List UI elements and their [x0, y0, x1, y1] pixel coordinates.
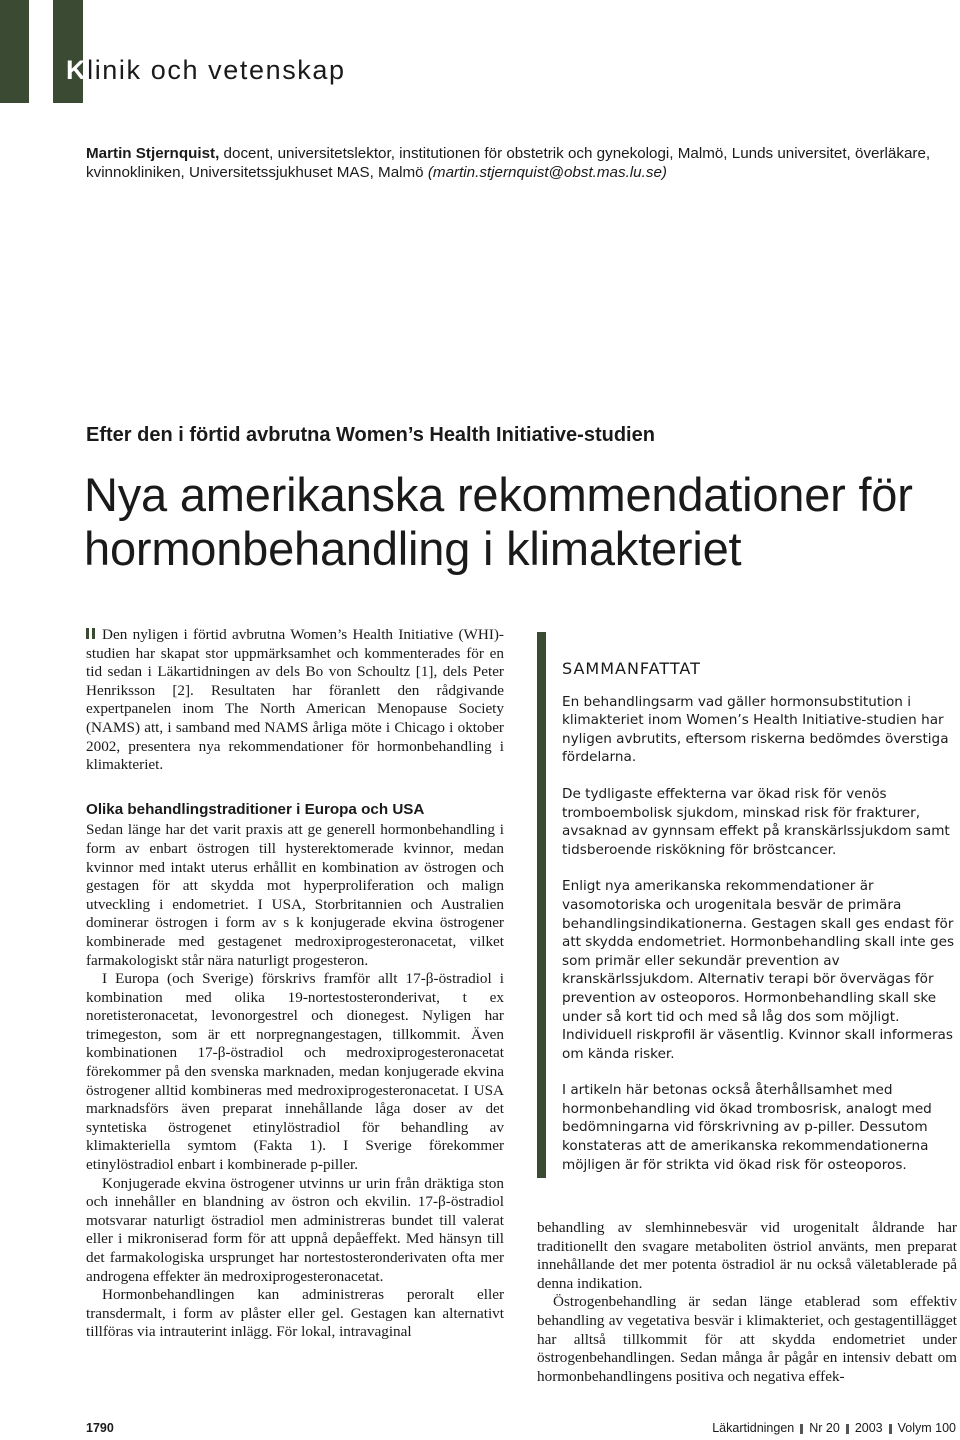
lead-paragraph: [86, 626, 504, 775]
decorative-bar-section: [53, 0, 83, 103]
summary-paragraph: En behandlingsarm vad gäller hormonsubstitution i klimakteriet inom Women’s Health Initiative-studien har nyligen avbrutits, eftersom riskerna bedömdes överstiga fördelarna.: [562, 693, 949, 766]
decorative-bar-left: [0, 0, 29, 103]
lead-text: Den nyligen i förtid avbrutna Women’s Health Initiative (WHI)-studien har skapat stor uppmärksamhet och kommenterades för en tid sedan i Läkartidningen av dels Bo von Schoultz [1], dels Peter Henriksson [2]. Resultaten har föranlett den rådgivande expertpanelen inom The North American Menopause Society (NAMS) att, i samband med NAMS årliga möte i Chicago i oktober 2002, presentera nya rekommendationer för hormonbehandling i klimakteriet.: [86, 626, 504, 774]
page-number: 1790: [86, 1421, 114, 1435]
lead-marker-icon: [86, 628, 95, 639]
body-paragraph: Hormonbehandlingen kan administreras peroralt eller transdermalt, i form av plåster eller gel. Gestagen kan alternativt tillföras via intrauterint inlägg. För lokal, intravaginal: [86, 1286, 504, 1341]
left-column: [86, 626, 504, 1342]
summary-rule: [537, 632, 546, 1178]
body-paragraph: I Europa (och Sverige) förskrivs framför allt 17-β-östradiol i kombination med olika 19-nortestosteronderivat, t ex noretisteronacetat, levonorgestrel och dionegest. Nyligen har trimegeston, som är ett norpregnangestagen, tillkommit. Även kombinationen 17-β-östradiol och medroxiprogesteronacetat förekommer på den svenska marknaden, medan konjugerade ekvina östrogener alltid kombineras med medroxiprogesteronacetat. I USA marknadsförs även preparat innehållande låga doser av det syntetiska östrogenet etinylöstradiol för behandling av klimakteriella symtom (Fakta 1). I Sverige förekommer etinylöstradiol enbart i kombinerade p-piller.: [86, 970, 504, 1174]
journal-volume: Volym 100: [897, 1421, 956, 1435]
summary-paragraph: I artikeln här betonas också återhållsamhet med hormonbehandling vid ökad trombosrisk, analogt med bedömningarna vid förskrivning av p-piller. Dessutom konstateras att de amerikanska rekommendationerna möjligen är för strikta vid ökad risk för osteoporos.: [562, 1082, 932, 1173]
author-affiliation: docent, universitetslektor, institutionen för obstetrik och gynekologi, Malmö, Lunds universitet, överläkare, kvinnokliniken, Universitetssjukhuset MAS, Malmö: [86, 145, 931, 181]
article-headline: Nya amerikanska rekommendationer för hormonbehandling i klimakteriet: [84, 468, 913, 575]
summary-title: SAMMANFATTAT: [562, 659, 701, 678]
summary-paragraph: Enligt nya amerikanska rekommendationer är vasomotoriska och urogenitala besvär de primära behandlingsindikationerna. Gestagen skall ges endast för att skydda endometriet. Hormonbehandling skall inte ges som primär eller sekundär prevention av kranskärlssjukdom. Alternativ terapi bör övervägas för prevention av osteoporos. Hormonbehandling skall ske under så kort tid och med så låg dos som möjligt. Individuell riskprofil är väsentlig. Kvinnor skall informeras om kända risker.: [562, 878, 955, 1062]
section-label: [66, 55, 346, 86]
journal-footer: [712, 1421, 956, 1435]
journal-name: Läkartidningen: [712, 1421, 795, 1435]
journal-year: 2003: [854, 1421, 883, 1435]
journal-issue: Nr 20: [809, 1421, 840, 1435]
body-paragraph: Östrogenbehandling är sedan länge etablerad som effektiv behandling av vegetativa besvär i klimakteriet, och gestagentillägget har alltså tillkommit för att skydda endometriet under östrogenbehandlingen. Sedan många år pågår en intensiv debatt om hormonbehandlingens positiva och negativa effek-: [537, 1293, 957, 1385]
body-paragraph: behandling av slemhinnebesvär vid urogenitalt åldrande har traditionellt den svagare metaboliten östriol använts, men preparat innehållande det mer potenta östradiol är nu också väletablerade på denna indikation.: [537, 1219, 957, 1292]
separator: [800, 1424, 803, 1434]
right-column: [537, 1219, 957, 1386]
section-rest: linik och vetenskap: [87, 55, 346, 85]
body-paragraph: Sedan länge har det varit praxis att ge generell hormonbehandling i form av enbart östrogen till hysterektomerade kvinnor, medan kvinnor med intakt uterus erhållit en kombination av östrogen och gestagen för att skydda mot hyperproliferation och malign utveckling i endometriet. I USA, Storbritannien och Australien dominerar östrogen i form av s k konjugerade ekvina östrogener kombinerade med gestagenet medroxiprogesteronacetat, vilket farmakologiskt står nära naturligt progesteron.: [86, 821, 504, 969]
summary-paragraph: De tydligaste effekterna var ökad risk för venös tromboembolisk sjukdom, minskad risk för frakturer, avsaknad av gynnsam effekt på kranskärlssjukdom samt tidsberoende riskökning för bröstcancer.: [562, 785, 950, 858]
section-heading: Olika behandlingstraditioner i Europa och USA: [86, 800, 425, 818]
article-kicker: Efter den i förtid avbrutna Women’s Health Initiative-studien: [86, 424, 655, 446]
section-initial: K: [66, 55, 88, 85]
separator: [846, 1424, 849, 1434]
separator: [889, 1424, 892, 1434]
body-paragraph: Konjugerade ekvina östrogener utvinns ur urin från dräktiga ston och innehåller en blandning av östron och ekvilin. 17-β-östradiol motsvarar naturligt östradiol men administreras bundet till valerat eller i mikroniserad form för att uppnå depåeffekt. Med hänsyn till det farmakologiska ursprunget har nortestosteronderivaten ofta mer androgena effekter än medroxiprogesteronacetat.: [86, 1174, 504, 1285]
author-name: Martin Stjernquist,: [86, 145, 220, 162]
summary-box: [562, 660, 957, 1192]
author-email: (martin.stjernquist@obst.mas.lu.se): [427, 164, 667, 181]
author-byline: [86, 144, 956, 182]
